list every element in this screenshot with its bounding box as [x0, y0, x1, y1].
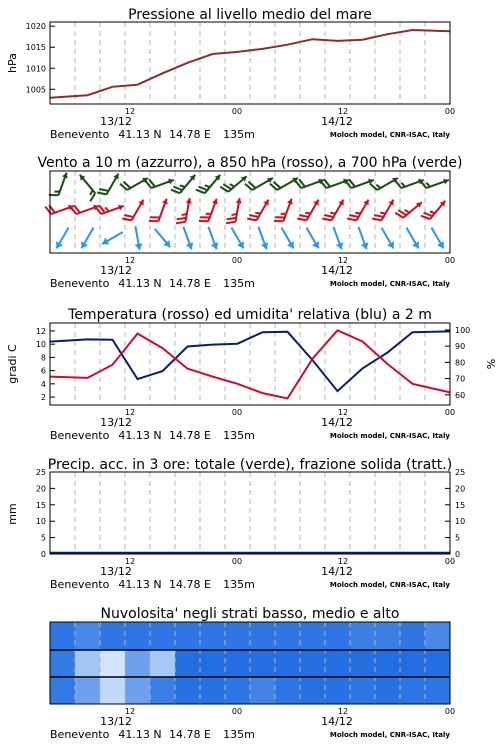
date-label: 13/12: [100, 115, 132, 128]
wind-barb-half-flag: [180, 185, 185, 187]
station-alt: 135m: [223, 429, 255, 442]
wind-x-ticks: [50, 256, 455, 290]
model-credit: Moloch model, CNR-ISAC, Italy: [329, 731, 450, 739]
cloud-cell: [150, 650, 176, 677]
y-tick-label: 0: [40, 550, 46, 559]
date-label: 14/12: [321, 264, 353, 277]
wind-barb: [208, 227, 218, 250]
cloud-cell: [225, 677, 251, 704]
humidity-y-ticks: [445, 326, 470, 400]
wind-title: Vento a 10 m (azzurro), a 850 hPa (rosso), a 700 hPa (verde): [37, 155, 463, 171]
cloud-cell: [350, 650, 376, 677]
model-credit: Moloch model, CNR-ISAC, Italy: [329, 432, 450, 440]
x-tick-label: 00: [444, 107, 456, 116]
y-tick-label: 8: [40, 353, 46, 363]
date-label: 14/12: [321, 416, 353, 429]
cloud-cell: [125, 650, 151, 677]
x-tick-label: 12: [337, 557, 349, 566]
y-tick-label: 5: [40, 533, 46, 543]
x-tick-label: 00: [231, 707, 243, 716]
x-tick-label: 12: [337, 107, 349, 116]
x-tick-label: 12: [124, 408, 136, 417]
station-alt: 135m: [223, 578, 255, 591]
x-tick-label: 12: [337, 256, 349, 265]
y-tick-label: 25: [35, 468, 46, 477]
wind-barb-flag: [322, 218, 331, 220]
wind-barb: [282, 228, 294, 249]
wind-barb-half-flag: [380, 213, 385, 214]
y-tick-label: 1015: [25, 43, 46, 53]
wind-barb: [199, 199, 218, 222]
station-lon: 14.78 E: [169, 429, 211, 442]
precip-title: Precip. acc. in 3 ore: totale (verde), frazione solida (tratt.): [47, 457, 453, 473]
wind-barb-half-flag: [182, 214, 187, 215]
wind-barb-half-flag: [255, 213, 260, 214]
wind-barb: [120, 178, 148, 190]
cloud-cell: [300, 650, 326, 677]
wind-barb: [220, 176, 246, 191]
station-alt: 135m: [223, 128, 255, 141]
date-label: 13/12: [100, 715, 132, 728]
cloud-cell: [350, 677, 376, 704]
cloud-cell: [200, 677, 226, 704]
wind-barb: [245, 178, 273, 190]
wind-barb: [333, 227, 343, 250]
y-tick-label: 70: [455, 374, 466, 384]
station-alt: 135m: [223, 728, 255, 741]
y-tick-label: 25: [455, 468, 466, 477]
x-tick-label: 12: [124, 256, 136, 265]
wind-barb: [102, 232, 123, 244]
cloud-cell: [200, 650, 226, 677]
wind-barb-half-flag: [305, 213, 310, 214]
wind-barb-flag: [176, 222, 185, 223]
wind-barb: [49, 173, 68, 196]
wind-barb-half-flag: [90, 190, 93, 195]
clouds-x-ticks: [50, 707, 455, 741]
clouds-panel: [50, 606, 455, 741]
y-tick-label: 20: [455, 484, 466, 494]
y-tick-label: 10: [35, 340, 46, 350]
y-tick-label: 15: [35, 500, 46, 510]
cloud-cell: [100, 622, 126, 650]
wind-barb: [370, 178, 398, 190]
cloud-cell: [100, 677, 126, 704]
precip-y-ticks-right: [445, 468, 465, 559]
x-tick-label: 12: [124, 107, 136, 116]
station-lon: 14.78 E: [169, 578, 211, 591]
x-tick-label: 00: [444, 408, 456, 417]
y-tick-label: 20: [35, 484, 46, 494]
wind-barb: [407, 228, 419, 249]
y-tick-label: 0: [455, 550, 461, 559]
station-name: Benevento: [50, 277, 110, 290]
wind-barb: [274, 199, 293, 222]
x-tick-label: 00: [231, 557, 243, 566]
x-tick-label: 00: [231, 107, 243, 116]
x-tick-label: 00: [231, 256, 243, 265]
wind-barb: [382, 228, 394, 249]
cloud-cell: [425, 622, 451, 650]
wind-barb-flag: [370, 184, 377, 190]
wind-barb-flag: [122, 218, 131, 220]
wind-barb: [183, 227, 193, 250]
wind-barb-flag: [374, 215, 383, 217]
cloud-cell: [275, 622, 301, 650]
cloud-cell: [350, 622, 376, 650]
precip-ylabel: mm: [6, 503, 19, 525]
wind-barb-half-flag: [430, 211, 435, 213]
station-lon: 14.78 E: [169, 277, 211, 290]
cloud-cell: [275, 650, 301, 677]
y-tick-label: 15: [455, 500, 466, 510]
cloud-cell: [325, 650, 351, 677]
wind-barb: [395, 202, 421, 217]
wind-barb: [307, 228, 319, 249]
wind-barb-flag: [177, 218, 186, 219]
cloud-cell: [75, 677, 101, 704]
cloud-cell: [125, 622, 151, 650]
wind-barb-half-flag: [330, 213, 335, 214]
date-label: 13/12: [100, 416, 132, 429]
x-tick-label: 00: [444, 707, 456, 716]
cloud-cell: [250, 677, 276, 704]
cloud-cell: [275, 677, 301, 704]
wind-barb: [56, 228, 68, 249]
wind-barb-flag: [227, 218, 236, 219]
wind-barb-half-flag: [355, 213, 360, 214]
precip-x-ticks: [50, 557, 455, 591]
station-lat: 41.13 N: [118, 277, 162, 290]
wind-barb: [135, 226, 143, 250]
cloud-cell: [400, 622, 426, 650]
x-tick-label: 00: [444, 256, 456, 265]
cloud-cell: [50, 622, 76, 650]
wind-barb-flag: [249, 215, 258, 217]
cloud-cell: [250, 650, 276, 677]
cloud-cell: [425, 650, 451, 677]
y-tick-label: 80: [455, 358, 466, 368]
cloud-cell: [125, 677, 151, 704]
cloud-cell: [400, 650, 426, 677]
precip-y-ticks-left: [36, 468, 55, 559]
wind-barb-flag: [247, 218, 256, 220]
y-tick-label: 12: [35, 326, 46, 336]
y-tick-label: 6: [40, 366, 46, 376]
pressure-ylabel: hPa: [6, 53, 19, 73]
date-label: 14/12: [321, 565, 353, 578]
wind-barb-flag: [97, 192, 106, 194]
cloud-cell: [325, 677, 351, 704]
station-lat: 41.13 N: [118, 128, 162, 141]
date-label: 13/12: [100, 565, 132, 578]
humidity-ylabel: %: [484, 358, 497, 370]
x-tick-label: 12: [124, 707, 136, 716]
y-tick-label: 1010: [25, 64, 46, 74]
y-tick-label: 100: [455, 325, 471, 335]
date-label: 14/12: [321, 715, 353, 728]
temperature-x-ticks: [50, 408, 455, 442]
precip-panel: [6, 457, 465, 591]
cloud-cell: [300, 677, 326, 704]
wind-barb: [155, 229, 170, 247]
wind-barb: [258, 227, 268, 250]
y-tick-label: 4: [40, 379, 46, 389]
station-lat: 41.13 N: [118, 429, 162, 442]
wind-barb-half-flag: [205, 185, 210, 187]
cloud-cell: [150, 677, 176, 704]
pressure-panel: [6, 7, 455, 141]
y-tick-label: 2: [40, 393, 46, 403]
precip-gridlines: [75, 472, 425, 554]
wind-barb: [80, 175, 95, 201]
station-lat: 41.13 N: [118, 578, 162, 591]
wind-barb: [81, 228, 93, 249]
cloud-cell: [250, 622, 276, 650]
temperature-panel: [6, 307, 497, 442]
pressure-gridlines: [75, 22, 425, 104]
station-lon: 14.78 E: [169, 728, 211, 741]
wind-barb-flag: [347, 218, 356, 220]
cloud-cell: [225, 622, 251, 650]
x-tick-label: 00: [231, 408, 243, 417]
date-label: 14/12: [321, 115, 353, 128]
station-lon: 14.78 E: [169, 128, 211, 141]
wind-barb-half-flag: [401, 183, 405, 187]
cloud-cell: [325, 622, 351, 650]
wind-barb-half-flag: [230, 184, 235, 187]
wind-barb-flag: [349, 215, 358, 217]
wind-barb: [226, 198, 242, 223]
wind-barb-flag: [324, 215, 333, 217]
y-tick-label: 1005: [25, 85, 46, 95]
model-credit: Moloch model, CNR-ISAC, Italy: [329, 581, 450, 589]
model-credit: Moloch model, CNR-ISAC, Italy: [329, 131, 450, 139]
model-credit: Moloch model, CNR-ISAC, Italy: [329, 280, 450, 288]
station-name: Benevento: [50, 128, 110, 141]
cloud-cell: [100, 650, 126, 677]
wind-barb: [176, 198, 192, 223]
cloud-cell: [375, 677, 401, 704]
cloud-cell: [175, 622, 201, 650]
wind-barbs: [45, 173, 448, 250]
y-tick-label: 90: [455, 342, 466, 352]
y-tick-label: 60: [455, 390, 466, 400]
wind-barb-flag: [297, 218, 306, 220]
temperature-title: Temperatura (rosso) ed umidita' relativa (blu) a 2 m: [68, 307, 432, 323]
cloud-cell: [50, 677, 76, 704]
wind-barb: [149, 199, 168, 222]
y-tick-label: 1020: [25, 22, 46, 32]
wind-barb: [270, 178, 298, 190]
cloud-cell: [150, 622, 176, 650]
wind-barb-half-flag: [105, 207, 109, 211]
x-tick-label: 12: [337, 408, 349, 417]
cloud-cell: [75, 622, 101, 650]
wind-barb: [358, 227, 368, 250]
pressure-title: Pressione al livello medio del mare: [128, 7, 372, 23]
wind-barb-half-flag: [405, 210, 410, 213]
wind-barb: [232, 228, 244, 249]
wind-barb-flag: [226, 222, 235, 223]
wind-panel: [37, 155, 462, 290]
station-alt: 135m: [223, 277, 255, 290]
cloud-cell: [50, 650, 76, 677]
wind-barb-flag: [372, 218, 381, 220]
wind-barb-flag: [99, 189, 108, 191]
cloud-cell: [200, 622, 226, 650]
cloud-cell: [225, 650, 251, 677]
wind-barb-half-flag: [376, 185, 380, 188]
x-tick-label: 00: [444, 557, 456, 566]
y-tick-label: 10: [455, 517, 466, 527]
cloud-cell: [375, 622, 401, 650]
cloud-cell: [75, 650, 101, 677]
temperature-y-ticks: [36, 327, 55, 402]
wind-barb-half-flag: [426, 183, 430, 187]
station-name: Benevento: [50, 429, 110, 442]
cloud-cell: [425, 677, 451, 704]
clouds-title: Nuvolosita' negli strati basso, medio e alto: [100, 606, 400, 622]
x-tick-label: 12: [337, 707, 349, 716]
cloud-cell: [375, 650, 401, 677]
cloud-cell: [400, 677, 426, 704]
cloud-cell: [175, 677, 201, 704]
y-tick-label: 10: [35, 517, 46, 527]
y-tick-label: 5: [455, 533, 461, 543]
pressure-y-ticks: [26, 22, 55, 94]
temperature-ylabel: gradi C: [6, 344, 19, 384]
x-tick-label: 12: [124, 557, 136, 566]
cloud-cell: [300, 622, 326, 650]
station-lat: 41.13 N: [118, 728, 162, 741]
pressure-x-ticks: [50, 107, 455, 141]
station-name: Benevento: [50, 728, 110, 741]
wind-barb-flag: [299, 215, 308, 217]
wind-barb-flag: [124, 215, 133, 217]
station-name: Benevento: [50, 578, 110, 591]
date-label: 13/12: [100, 264, 132, 277]
wind-barb-half-flag: [232, 214, 237, 215]
wind-barb-flag: [424, 213, 433, 216]
cloud-cell: [175, 650, 201, 677]
wind-barb: [432, 228, 444, 249]
